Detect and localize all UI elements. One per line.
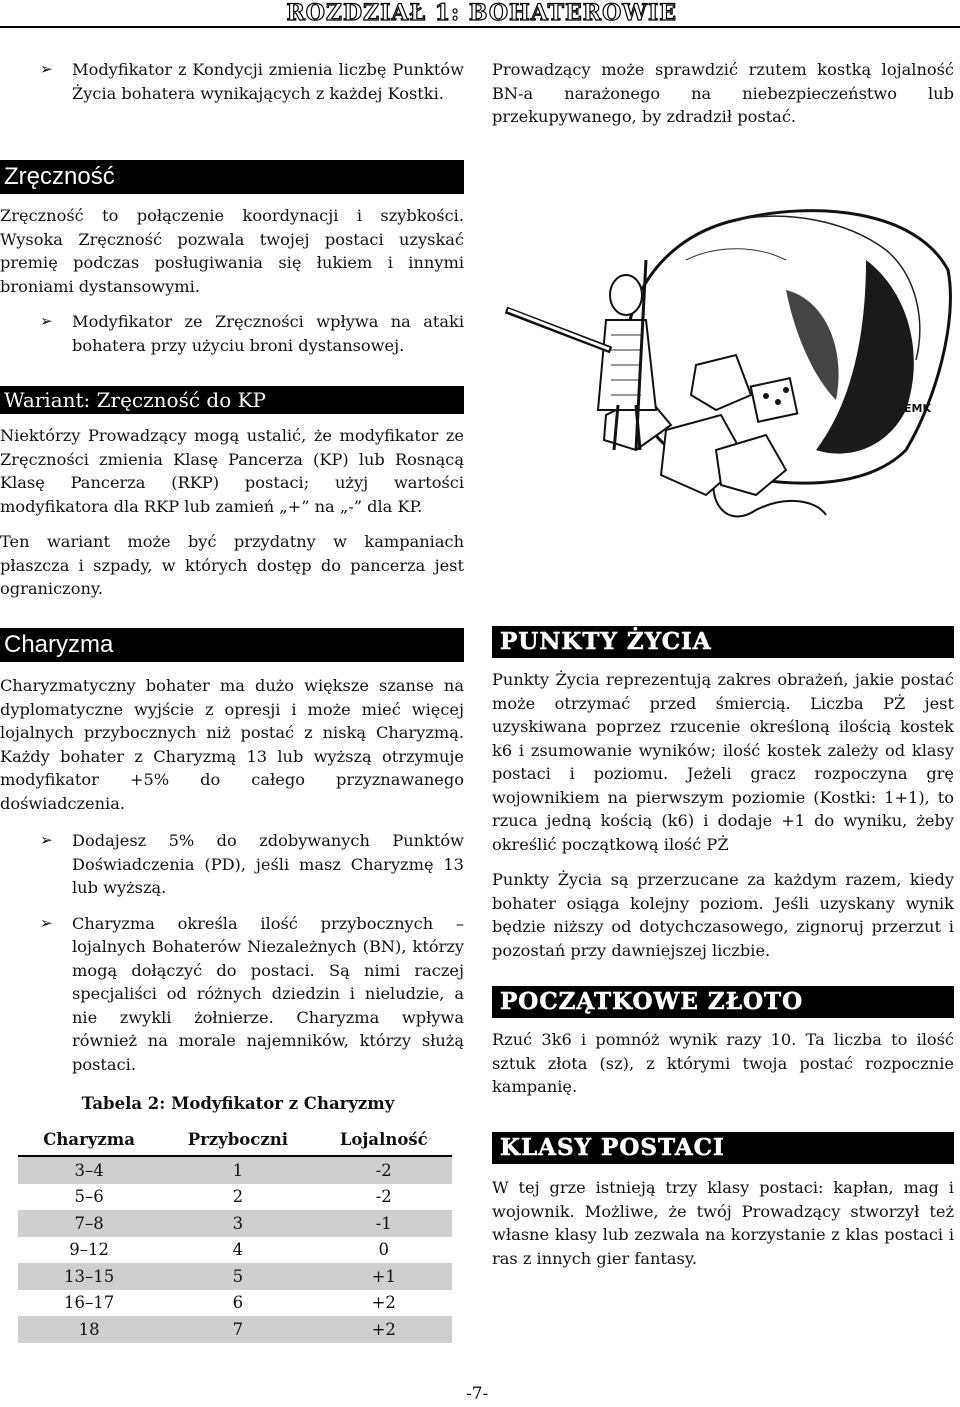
table-cell: 2 [232, 1187, 244, 1207]
loyalty-paragraph: Prowadzący może sprawdzić rzutem kostką lojalność BN-a narażonego na niebezpieczeństwo lub przekupywanego, by zdradził postać. [492, 60, 954, 126]
character-classes-heading: KLASY POSTACI [492, 1132, 954, 1164]
dexterity-section [0, 160, 464, 369]
constitution-bullet: ➢ Modyfikator z Kondycji zmienia liczbę Punktów Życia bohatera wynikających z każdej Kostki. [40, 60, 464, 103]
table-row [18, 1210, 452, 1237]
table-cell: 4 [232, 1240, 244, 1260]
page-number: -7- [466, 1384, 489, 1404]
arrow-bullet-icon: ➢ [40, 312, 53, 330]
dexterity-paragraph: Zręczność to połączenie koordynacji i szybkości. Wysoka Zręczność pozwala twojej postaci uzyskać premię podczas posługiwania się łukiem i innymi broniami dystansowymi. [0, 206, 464, 296]
charisma-table [18, 1123, 452, 1343]
starting-gold-heading: POCZĄTKOWE ZŁOTO [492, 986, 954, 1018]
top-left-column [0, 58, 464, 117]
starting-gold-paragraph: Rzuć 3k6 i pomnóż wynik razy 10. Ta liczba to ilość sztuk złota (sz), z którymi twoja postać rozpocznie kampanię. [492, 1030, 954, 1096]
table-cell: -2 [375, 1187, 392, 1207]
variant-heading: Wariant: Zręczność do KP [0, 386, 464, 414]
dice-bag-drawing [486, 150, 960, 590]
table-header-row [18, 1123, 452, 1156]
table-cell: -1 [316, 1210, 453, 1237]
variant-paragraph-2: Ten wariant może być przydatny w kampaniach płaszcza i szpady, w których dostęp do pancerza jest ograniczony. [0, 532, 464, 598]
table-cell: 16–17 [63, 1293, 115, 1313]
dexterity-heading: Zręczność [0, 160, 464, 194]
character-classes-section [492, 1132, 954, 1282]
table-cell: +2 [371, 1293, 396, 1313]
character-classes-paragraph: W tej grze istnieją trzy klasy postaci: kapłan, mag i wojownik. Możliwe, że twój Prowadzący stworzył też własne klasy lub zezwala na korzystanie z klas postaci i ras z innych gier fantasy. [492, 1178, 954, 1268]
artist-signature: EMK [904, 402, 931, 415]
hit-points-paragraph-1: Punkty Życia reprezentują zakres obrażeń, jakie postać może otrzymać przed śmiercią. Liczba PŻ jest uzyskiwana poprzez rzucenie określoną ilością kostek k6 i zsumowanie wyników; ilość kostek zależy od klasy postaci i poziomu. Jeżeli gracz rozpoczyna grę wojownikiem na pierwszym poziomie (Kostki: 1+1), to rzuca jedną kością (k6) i dodaje +1 do wyniku, żeby określić początkową ilość PŻ [492, 670, 954, 854]
hit-points-paragraph-2: Punkty Życia są przerzucane za każdym razem, kiedy bohater osiąga kolejny poziom. Jeśli uzyskany wynik będzie niższy od dotychczasowego, zignoruj przerzut i pozostań przy dawniejszej liczbie. [492, 870, 954, 960]
variant-paragraph-1: Niektórzy Prowadzący mogą ustalić, że modyfikator ze Zręczności zmienia Klasę Pancerza (KP) lub Rosnącą Klasę Pancerza (RKP) postaci; użyj wartości modyfikatora dla RKP lub zamień „+” na „-” dla KP. [0, 426, 464, 516]
table-cell: +1 [316, 1263, 453, 1290]
table-cell: 6 [232, 1293, 244, 1313]
arrow-bullet-icon: ➢ [40, 913, 53, 932]
running-header [0, 0, 960, 28]
table-cell: 5–6 [74, 1187, 104, 1207]
table-cell: 3–4 [18, 1156, 160, 1184]
arrow-bullet-icon: ➢ [40, 60, 53, 78]
chapter-title: ROZDZIAŁ 1: BOHATEROWIE [286, 0, 677, 26]
column-header: Lojalność [316, 1123, 453, 1156]
table-cell: 0 [378, 1240, 389, 1260]
table-cell: 9–12 [69, 1240, 109, 1260]
table-cell: 3 [160, 1210, 315, 1237]
charisma-bullet-xp: ➢ Dodajesz 5% do zdobywanych Punktów Doświadczenia (PD), jeśli masz Charyzmę 13 lub wyższą. [40, 831, 464, 897]
table-cell: +2 [316, 1316, 453, 1343]
table-row [18, 1237, 452, 1264]
dice-bag-illustration [486, 150, 960, 590]
table-row [18, 1290, 452, 1317]
charisma-section [0, 628, 464, 1088]
variant-section [0, 386, 464, 613]
column-header: Charyzma [18, 1123, 160, 1156]
table-row [18, 1184, 452, 1211]
charisma-paragraph: Charyzmatyczny bohater ma dużo większe szanse na dyplomatyczne wyjście z opresji i może mieć więcej lojalnych przybocznych niż postać z niską Charyzmą. Każdy bohater z Charyzmą 13 lub wyższą otrzymuje modyfikator +5% do całego przyznawanego doświadczenia. [0, 676, 464, 813]
table-cell: 18 [18, 1316, 160, 1343]
table-cell: 13–15 [18, 1263, 160, 1290]
table-row [18, 1316, 452, 1343]
charisma-bullet-henchmen: ➢ Charyzma określa ilość przybocznych – lojalnych Bohaterów Niezależnych (BN), którzy mogą dołączyć do postaci. Są nimi raczej specjaliści od różnych dziedzin i nieludzie, a nie zwykli żołnierze. Charyzma wpływa również na morale najemników, którzy służą postaci. [40, 913, 464, 1074]
table-cell: -2 [316, 1156, 453, 1184]
table-cell: 1 [160, 1156, 315, 1184]
hit-points-heading: PUNKTY ŻYCIA [492, 626, 954, 658]
column-header: Przyboczni [160, 1123, 315, 1156]
table-row [18, 1263, 452, 1290]
charisma-heading: Charyzma [0, 628, 464, 662]
top-right-column [492, 58, 954, 141]
charisma-table-block [18, 1094, 458, 1343]
dexterity-bullet: ➢ Modyfikator ze Zręczności wpływa na ataki bohatera przy użyciu broni dystansowej. [40, 312, 464, 355]
table-cell: 7–8 [18, 1210, 160, 1237]
table-row [18, 1156, 452, 1184]
arrow-bullet-icon: ➢ [40, 831, 53, 849]
table-cell: 5 [160, 1263, 315, 1290]
table-cell: 7 [160, 1316, 315, 1343]
table-caption: Tabela 2: Modyfikator z Charyzmy [81, 1094, 395, 1113]
starting-gold-section [492, 986, 954, 1111]
hit-points-section [492, 626, 954, 974]
